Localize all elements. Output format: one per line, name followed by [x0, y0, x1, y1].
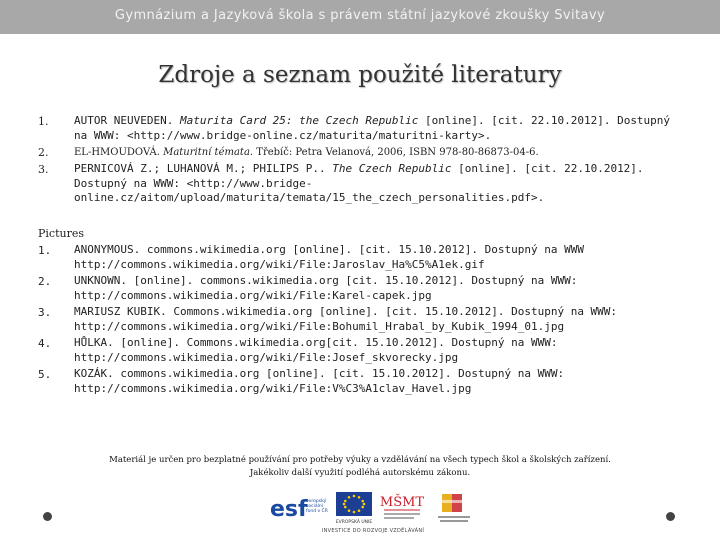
- reference-author: PERNICOVÁ Z.; LUHANOVÁ M.; PHILIPS P..: [74, 162, 333, 175]
- license-line-1: Materiál je určen pro bezplatné používání pro potřeby výuky a vzdělávání na všech typech škol a školských zařízení.: [109, 455, 611, 465]
- reference-author: AUTOR NEUVEDEN.: [74, 114, 180, 127]
- reference-item: [38, 162, 678, 206]
- picture-source-item: [38, 274, 678, 303]
- eu-caption: EVROPSKÁ UNIE: [335, 520, 373, 525]
- picture-source-item: [38, 305, 678, 334]
- picture-source-text: ANONYMOUS. commons.wikimedia.org [online]. [cit. 15.10.2012]. Dostupný na WWW http://commons.wikimedia.org/wiki/File:Jaroslav_Ha%C5%A1ek.gif: [74, 243, 584, 271]
- reference-title: The Czech Republic: [332, 162, 452, 175]
- reference-title: Maturitní témata.: [163, 147, 254, 158]
- license-line-2: Jakékoliv další využití podléhá autorskému zákonu.: [249, 468, 471, 478]
- license-note: [90, 454, 630, 480]
- picture-source-text: KOZÁK. commons.wikimedia.org [online]. [cit. 15.10.2012]. Dostupný na WWW: http://commons.wikimedia.org/wiki/File:V%C3%A1clav_Havel.jpg: [74, 367, 565, 395]
- picture-source-list: [38, 243, 678, 398]
- reference-item: [38, 114, 678, 143]
- picture-number: 1.: [38, 244, 52, 257]
- reference-item: [38, 145, 678, 160]
- reference-title: Maturita Card 25: the Czech Republic: [179, 114, 419, 127]
- picture-number: 3.: [38, 306, 52, 319]
- picture-source-item: [38, 336, 678, 365]
- picture-source-item: [38, 367, 678, 396]
- reference-number: 3.: [38, 163, 49, 176]
- picture-number: 2.: [38, 275, 52, 288]
- picture-number: 5.: [38, 368, 52, 381]
- picture-source-text: UNKNOWN. [online]. commons.wikimedia.org [cit. 15.10.2012]. Dostupný na WWW: http://commons.wikimedia.org/wiki/File:Karel-capek.jpg: [74, 274, 578, 302]
- reference-details: [online]. [cit. 22.10.2012]. Dostupný na WWW: <http://www.bridge-online.cz/aitom/upload/maturita/temata/15_the_czech_personalities.pdf>.: [74, 162, 644, 204]
- decorative-dot-right: [666, 512, 675, 521]
- reference-number: 2.: [38, 146, 49, 159]
- op-vk-logo: [434, 492, 474, 526]
- picture-source-text: HŮLKA. [online]. Commons.wikimedia.org[cit. 15.10.2012]. Dostupný na WWW: http://commons.wikimedia.org/wiki/File:Josef_skvorecky.jpg: [74, 336, 558, 364]
- header-bar: [0, 0, 720, 34]
- school-name: Gymnázium a Jazyková škola s právem státní jazykové zkoušky Svitavy: [114, 8, 606, 23]
- msmt-logo-text: MŠMT: [380, 495, 424, 510]
- investment-caption: INVESTICE DO ROZVOJE VZDĚLÁVÁNÍ: [321, 528, 425, 534]
- reference-text: [74, 145, 678, 160]
- esf-logo-text: esf: [270, 497, 308, 522]
- reference-details: [online]. [cit. 22.10.2012]. Dostupný na WWW: <http://www.bridge-online.cz/maturita/maturitni-karty>.: [74, 114, 671, 142]
- page-title: Zdroje a seznam použité literatury: [158, 62, 562, 88]
- picture-source-text: MARIUSZ KUBIK. Commons.wikimedia.org [online]. [cit. 15.10.2012]. Dostupný na WWW: http://commons.wikimedia.org/wiki/File:Bohumil_Hrabal_by_Kubik_1994_01.jpg: [74, 305, 618, 333]
- decorative-dot-left: [43, 512, 52, 521]
- eu-flag-logo: [334, 492, 374, 526]
- reference-list: [38, 114, 678, 208]
- msmt-logo: [380, 490, 424, 526]
- reference-author: EL-HMOUDOVÁ.: [74, 147, 164, 158]
- picture-number: 4.: [38, 337, 52, 350]
- pictures-heading: Pictures: [38, 227, 84, 240]
- reference-text: [74, 114, 678, 143]
- funding-logos: [268, 490, 478, 536]
- esf-logo: [268, 492, 330, 526]
- picture-source-item: [38, 243, 678, 272]
- reference-details: Třebíč: Petra Velanová, 2006, ISBN 978-80-86873-04-6.: [253, 147, 539, 158]
- esf-caption: evropský sociální fond v ČR: [306, 499, 328, 514]
- reference-text: [74, 162, 678, 206]
- reference-number: 1.: [38, 115, 49, 128]
